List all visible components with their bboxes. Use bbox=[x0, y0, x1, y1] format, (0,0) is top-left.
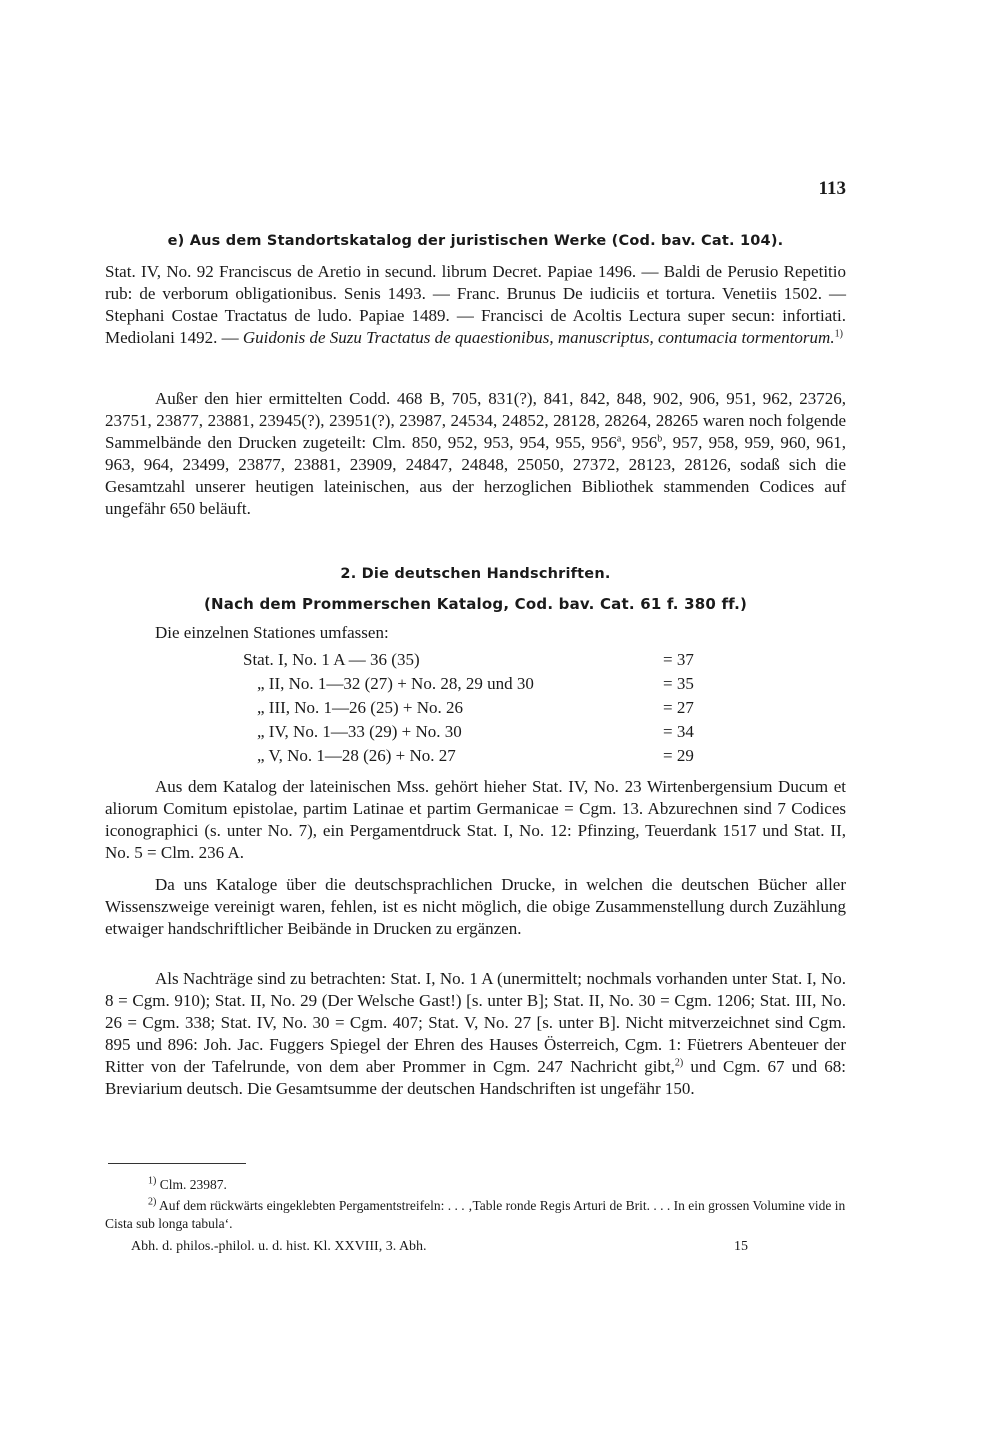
footnote-ref-1: 1) bbox=[834, 328, 843, 340]
stationes-row bbox=[105, 673, 846, 695]
stationes-label: Stat. I, No. 1 A — 36 (35) bbox=[243, 650, 420, 669]
stationes-row bbox=[105, 649, 846, 671]
footnote-ref-2: 2) bbox=[674, 1057, 684, 1069]
sup-b: b bbox=[657, 433, 663, 445]
page-number: 113 bbox=[818, 178, 846, 199]
stationes-total: = 29 bbox=[663, 746, 694, 765]
stationes-total: = 34 bbox=[663, 722, 694, 741]
stationes-total: = 37 bbox=[663, 650, 694, 669]
stationes-row bbox=[105, 745, 846, 767]
paragraph-stat-iv bbox=[105, 261, 846, 349]
sup-a: a bbox=[616, 433, 622, 445]
paragraph-nachtraege-start: Als Nachträge sind zu betrachten: Stat. I, No. 1 A (unermittelt; nochmals vorhanden unter Stat. I, No. 8 = Cgm. 910); Stat. II, No. 29 (Der Welsche Gast!) [s. unter B]; Stat. II, No. 30 = Cgm. 1206; Stat. III, No. 26 = Cgm. 338; Stat. IV, No. 30 = Cgm. 407; Stat. V, No. 27 [s. unter B]. Nicht mitverzeichnet sind Cgm. 895 und 896: Joh. Jac. Fuggers Spiegel der Ehren des Hauses Österreich, Cgm. 1: Füetrers Abenteuer der Ritter von der Tafelrunde, von dem aber Prommer in Cgm. 247 Nachricht gibt, bbox=[105, 969, 846, 1076]
stationes-label: „ II, No. 1—32 (27) + No. 28, 29 und 30 bbox=[257, 674, 534, 693]
footnote-1 bbox=[105, 1176, 846, 1194]
section-2-subheading: (Nach dem Prommerschen Katalog, Cod. bav. Cat. 61 f. 380 ff.) bbox=[203, 595, 748, 613]
stationes-label: „ V, No. 1—28 (26) + No. 27 bbox=[257, 746, 456, 765]
footnote-1-text: Clm. 23987. bbox=[156, 1177, 227, 1192]
paragraph-stat-iv-text: Stat. IV, No. 92 Franciscus de Aretio in secund. librum Decret. Papiae 1496. — Baldi de Perusio Repetitio rub: de verborum obligationibus. Senis 1493. — Franc. Brunus De iudiciis et tortura. Venetiis 1502. — Stephani Costae Tractatus de ludo. Papiae 1489. — Francisci de Acoltis Lectura super secun: infortiati. Mediolani 1492. — bbox=[105, 262, 846, 347]
section-e-heading: e) Aus dem Standortskatalog der juristischen Werke (Cod. bav. Cat. 104). bbox=[167, 233, 784, 249]
paragraph-katalog: Aus dem Katalog der lateinischen Mss. gehört hieher Stat. IV, No. 23 Wirtenbergensium Ducum et aliorum Comitum epistolae, partim Latinae et partim Germanicae = Cgm. 13. Abzurechnen sind 7 Codices iconographici (s. unter No. 7), ein Pergamentdruck Stat. I, No. 12: Pfinzing, Teuerdank 1517 und Stat. II, No. 5 = Clm. 236 A. bbox=[105, 777, 846, 862]
stationes-label: „ III, No. 1—26 (25) + No. 26 bbox=[257, 698, 463, 717]
stationes-row bbox=[105, 721, 846, 743]
paragraph-nachtraege bbox=[105, 968, 846, 1100]
paragraph-codd-mid: , 956 bbox=[621, 433, 658, 452]
signature-number: 15 bbox=[734, 1239, 748, 1254]
footnote-divider bbox=[108, 1163, 246, 1164]
paragraph-codd-end: , 957, 958, 959, 960, 961, 963, 964, 23499, 23877, 23881, 23909, 24847, 24848, 25050, 27372, 28123, 28126, sodaß sich die Gesamtzahl unserer heutigen lateinischen, aus der herzoglichen Bibliothek stammenden Codices auf ungefähr 650 beläuft. bbox=[105, 433, 847, 518]
stationes-intro: Die einzelnen Stationes umfassen: bbox=[155, 623, 389, 642]
section-2-heading: 2. Die deutschen Handschriften. bbox=[340, 566, 611, 582]
footnote-2-text: Auf dem rückwärts eingeklebten Pergamentstreifeln: . . . ‚Table ronde Regis Arturi de Brit. . . . In ein grossen Volumine vide in Cista sub longa tabula‘. bbox=[105, 1198, 846, 1231]
paragraph-codd-start: Außer den hier ermittelten Codd. 468 B, 705, 831(?), 841, 842, 848, 902, 906, 951, 962, 23726, 23751, 23877, 23881, 23945(?), 23951(?), 23987, 24534, 24852, 28128, 28264, 28265 waren noch folgende Sammelbände den Drucken zugeteilt: Clm. 850, 952, 953, 954, 955, 956 bbox=[105, 389, 846, 452]
paragraph-nachtraege-end: und Cgm. 67 und 68: Breviarium deutsch. Die Gesamtsumme der deutschen Handschriften ist ungefähr 150. bbox=[105, 1057, 846, 1098]
stationes-label: „ IV, No. 1—33 (29) + No. 30 bbox=[257, 722, 462, 741]
paragraph-codd bbox=[105, 388, 846, 520]
footnote-1-marker: 1) bbox=[148, 1175, 157, 1187]
footnote-2 bbox=[105, 1197, 846, 1233]
stationes-total: = 27 bbox=[663, 698, 694, 717]
paragraph-kataloge: Da uns Kataloge über die deutschsprachlichen Drucke, in welchen die deutschen Bücher aller Wissenszweige vereinigt waren, fehlen, ist es nicht möglich, die obige Zusammenstellung durch Zuzählung etwaiger handschriftlicher Beibände in Drucken zu ergänzen. bbox=[105, 875, 846, 938]
paragraph-stat-iv-italic: Guidonis de Suzu Tractatus de quaestionibus, manuscriptus, contumacia tormentorum. bbox=[242, 328, 835, 347]
footnote-2-marker: 2) bbox=[148, 1196, 157, 1208]
stationes-row bbox=[105, 697, 846, 719]
stationes-total: = 35 bbox=[663, 674, 694, 693]
publication-footer: Abh. d. philos.-philol. u. d. hist. Kl. XXVIII, 3. Abh. bbox=[131, 1239, 427, 1254]
